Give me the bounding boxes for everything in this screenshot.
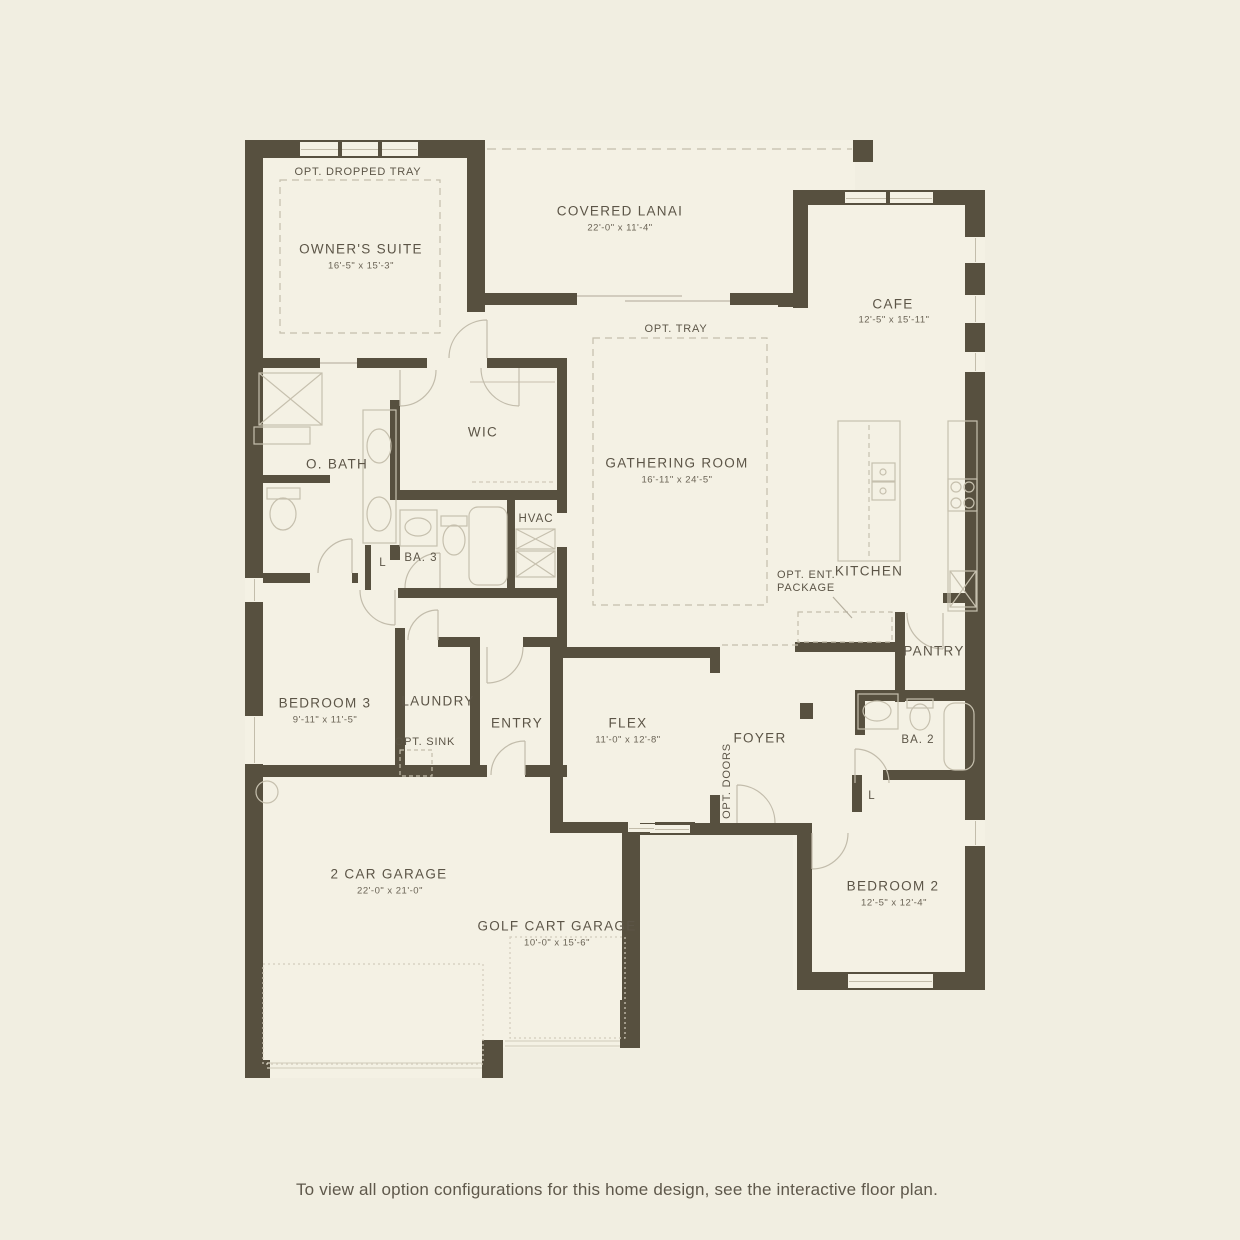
room-label-flex: FLEX — [608, 715, 648, 731]
opt-ent-callout-line — [833, 597, 852, 618]
opt-tray-label: OPT. TRAY — [644, 323, 708, 335]
toilet-fixture — [907, 699, 933, 730]
room-label-golf-garage: GOLF CART GARAGE — [477, 918, 637, 934]
room-label-foyer: FOYER — [733, 730, 787, 746]
sliding-glass-door — [577, 296, 730, 301]
toilet-fixture — [441, 516, 467, 555]
room-label-owner-suite: OWNER'S SUITE — [299, 241, 423, 257]
golf-cart-zone-outline — [510, 937, 625, 1038]
opt-sink-outline — [400, 750, 432, 776]
room-dims-flex: 11'-0" x 12'-8" — [595, 734, 661, 746]
door-swing-arcs — [318, 320, 943, 869]
kitchen-island — [838, 421, 900, 561]
room-dims-cafe: 12'-5" x 15'-11" — [858, 314, 930, 326]
room-label-bath3: BA. 3 — [404, 552, 438, 564]
opt-tray-outline — [593, 338, 767, 605]
room-label-gathering: GATHERING ROOM — [605, 455, 749, 471]
room-label-bedroom2: BEDROOM 2 — [846, 878, 940, 894]
room-label-hvac: HVAC — [518, 513, 554, 525]
kitchen-counter — [948, 421, 977, 611]
room-label-cafe: CAFE — [872, 296, 914, 312]
linen-closet-label: L — [868, 790, 876, 802]
bathtub-fixture — [944, 703, 974, 770]
room-dims-bedroom2: 12'-5" x 12'-4" — [861, 897, 927, 909]
opt-dropped-tray-outline — [280, 180, 440, 333]
room-label-owners-bath: O. BATH — [305, 456, 369, 472]
garage-door-zone-outline — [263, 964, 483, 1064]
room-label-bath2: BA. 2 — [901, 734, 935, 746]
room-dims-golf-garage: 10'-0" x 15'-6" — [524, 937, 590, 949]
opt-sink-label: OPT. SINK — [394, 736, 456, 748]
vanity-double-sinks — [363, 410, 396, 543]
opt-ent-package-outline — [798, 612, 892, 642]
bathtub-fixture — [469, 507, 507, 585]
room-label-pantry: PANTRY — [903, 643, 965, 659]
room-dims-covered-lanai: 22'-0" x 11'-4" — [587, 222, 653, 234]
room-label-bedroom3: BEDROOM 3 — [278, 695, 372, 711]
room-label-covered-lanai: COVERED LANAI — [556, 203, 684, 219]
page-caption: To view all option configurations for this home design, see the interactive floor plan. — [295, 1180, 939, 1199]
golf-cart-door-sill — [505, 1041, 620, 1046]
water-heater — [256, 781, 278, 803]
shower-fixture — [254, 373, 322, 444]
linen-closet-label: L — [379, 557, 387, 569]
room-dims-gathering: 16'-11" x 24'-5" — [641, 474, 713, 486]
opt-doors-label: OPT. DOORS — [721, 743, 733, 819]
bath3-sink — [400, 510, 437, 546]
refrigerator — [950, 571, 976, 607]
garage-door-sill — [267, 1063, 482, 1068]
room-label-entry: ENTRY — [490, 715, 544, 731]
room-dims-owner-suite: 16'-5" x 15'-3" — [328, 260, 394, 272]
opt-ent-package-label: OPT. ENT. PACKAGE — [777, 569, 836, 594]
room-dims-bedroom3: 9'-11" x 11'-5" — [292, 714, 358, 726]
bath2-sink — [858, 694, 898, 729]
range-stove — [948, 479, 977, 511]
hvac-unit — [516, 529, 555, 577]
room-label-kitchen: KITCHEN — [834, 563, 904, 579]
room-dims-garage: 22'-0" x 21'-0" — [357, 885, 423, 897]
room-label-garage: 2 CAR GARAGE — [330, 866, 448, 882]
room-label-wic: WIC — [467, 424, 499, 440]
room-label-laundry: LAUNDRY — [401, 693, 475, 709]
opt-dropped-tray-label: OPT. DROPPED TRAY — [294, 166, 422, 178]
toilet-fixture — [267, 488, 300, 530]
